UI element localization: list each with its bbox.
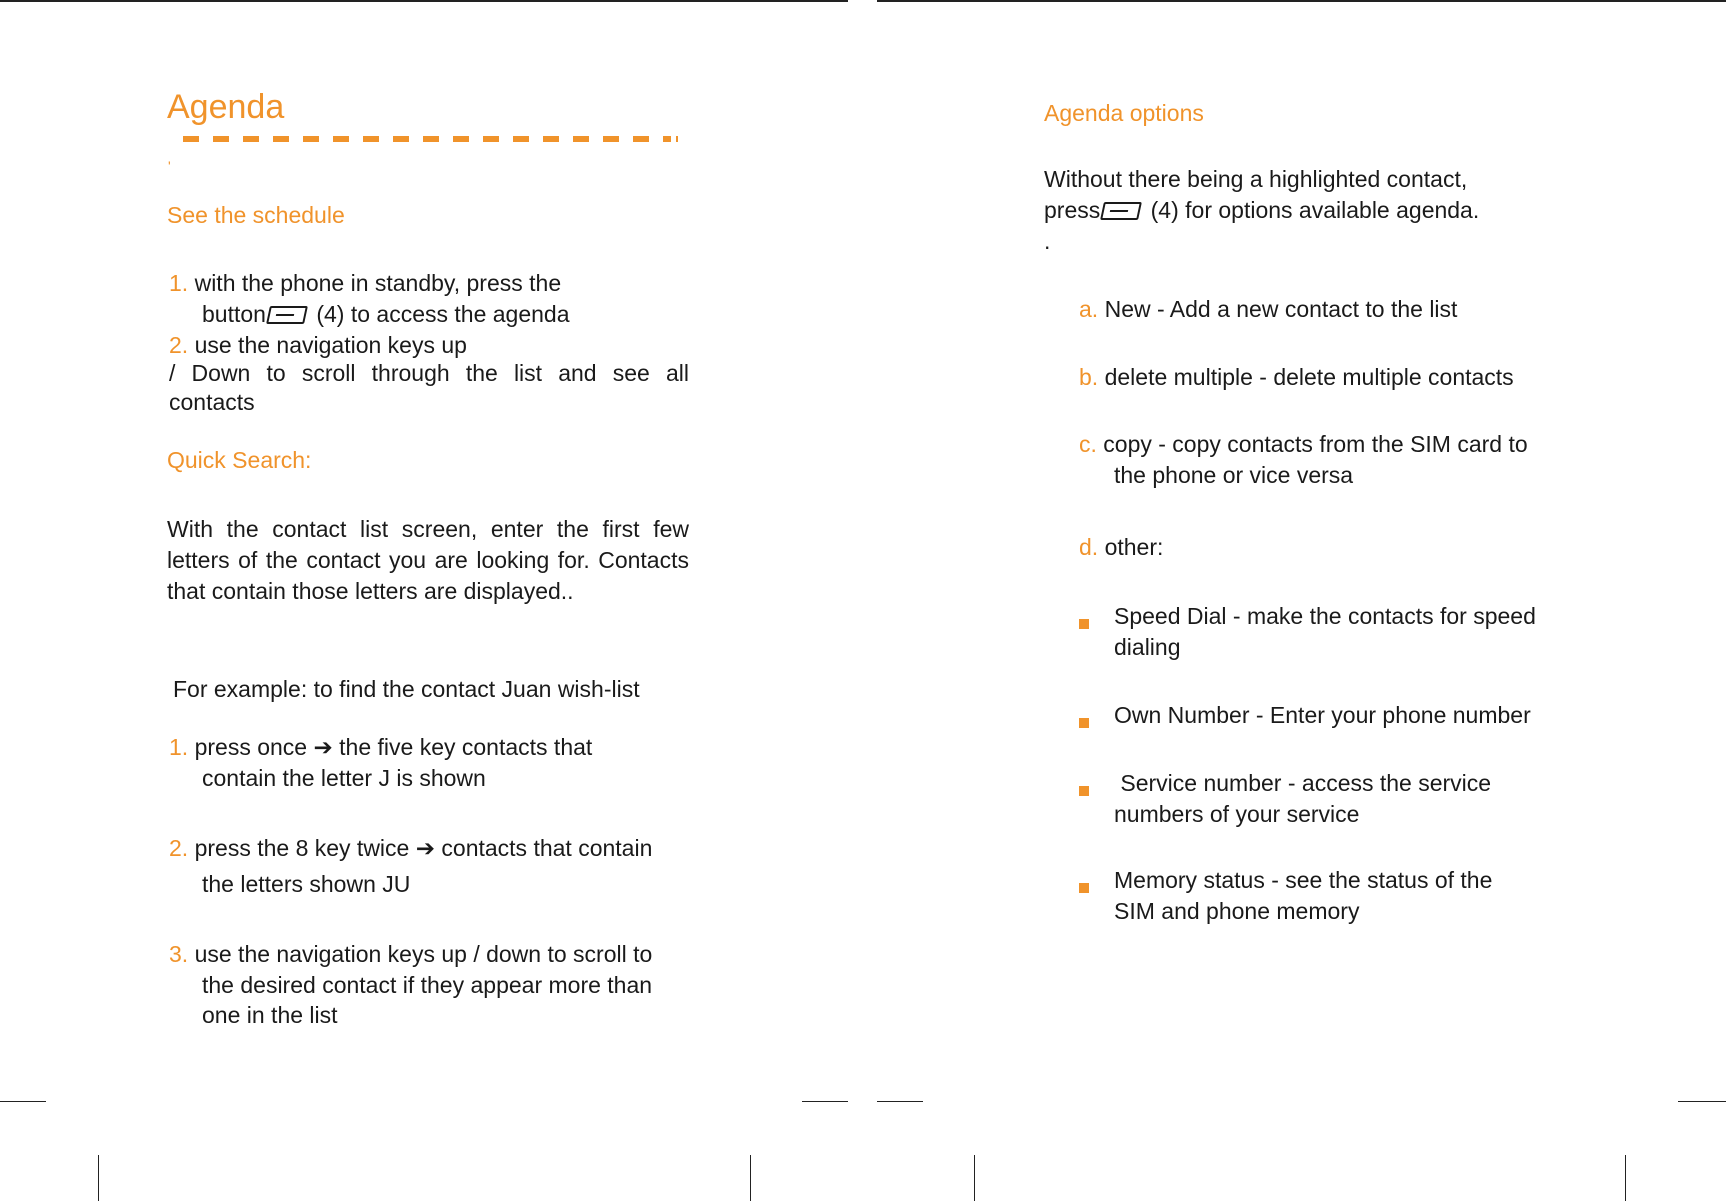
step-number: 1. — [169, 270, 189, 296]
quick-search-paragraph: With the contact list screen, enter the first few letters of the contact you are looking for. Contacts that contain those letters are displayed.. — [167, 516, 689, 604]
see-schedule-heading: See the schedule — [167, 202, 345, 228]
sub-option-speed-dial-line-2: dialing — [1114, 634, 1181, 660]
tick-mark: ' — [168, 158, 171, 174]
example-line: For example: to find the contact Juan wish-list — [173, 676, 640, 702]
option-marker: a. — [1079, 296, 1099, 322]
square-bullet-icon — [1079, 883, 1089, 893]
crop-mark — [98, 1155, 99, 1201]
schedule-step-1 — [169, 268, 689, 299]
intro-line-2 — [1044, 195, 1584, 226]
option-marker: c. — [1079, 431, 1097, 457]
option-other — [1079, 532, 1599, 563]
step-number: 2. — [169, 835, 189, 861]
intro-text: (4) for options available agenda. — [1144, 197, 1480, 223]
arrow-right-icon: ➔ — [313, 734, 333, 760]
sub-option-memory-status-line-2: SIM and phone memory — [1114, 898, 1360, 924]
option-delete-multiple — [1079, 362, 1599, 393]
search-step-2 — [169, 833, 709, 864]
crop-mark — [0, 1101, 46, 1102]
option-text: other: — [1104, 534, 1164, 560]
crop-mark — [750, 1155, 751, 1201]
crop-mark — [802, 1101, 848, 1102]
search-step-1 — [169, 732, 709, 763]
step-text: button — [202, 301, 266, 327]
schedule-step-2-continued: / Down to scroll through the list and see all contacts — [169, 360, 689, 415]
step-number: 1. — [169, 734, 189, 760]
sub-option-service-number: Service number - access the service — [1114, 770, 1492, 796]
option-text: delete multiple - delete multiple contacts — [1104, 364, 1514, 390]
square-bullet-icon — [1079, 718, 1089, 728]
option-text: New - Add a new contact to the list — [1104, 296, 1458, 322]
search-step-3-line-3: one in the list — [202, 1002, 338, 1028]
option-copy-line-2: the phone or vice versa — [1114, 462, 1354, 488]
crop-mark — [1678, 1101, 1726, 1102]
arrow-right-icon: ➔ — [415, 835, 436, 861]
crop-mark — [877, 1101, 923, 1102]
option-copy — [1079, 429, 1599, 460]
dash-end-mark — [676, 136, 678, 142]
intro-text: press — [1044, 197, 1101, 223]
step-text: the five key contacts that — [332, 734, 593, 760]
title-dash-rule — [183, 136, 671, 142]
right-page — [863, 0, 1726, 1201]
square-bullet-icon — [1079, 619, 1089, 629]
step-text: press once — [194, 734, 314, 760]
intro-line-1: Without there being a highlighted contact, — [1044, 166, 1468, 192]
search-step-1-line-2: contain the letter J is shown — [202, 765, 486, 791]
step-text: (4) to access the agenda — [309, 301, 570, 327]
step-text: use the navigation keys up / down to scroll to — [194, 941, 653, 967]
step-text: with the phone in standby, press the — [194, 270, 562, 296]
square-bullet-icon — [1079, 786, 1089, 796]
search-step-3 — [169, 939, 709, 970]
schedule-step-1-line-2 — [202, 299, 702, 330]
step-number: 3. — [169, 941, 189, 967]
search-step-2-line-2: the letters shown JU — [202, 871, 411, 897]
step-number: 2. — [169, 332, 189, 358]
sub-option-service-number-line-2: numbers of your service — [1114, 801, 1360, 827]
crop-mark — [974, 1155, 975, 1201]
quick-search-heading: Quick Search: — [167, 447, 312, 473]
sub-option-own-number: Own Number - Enter your phone number — [1114, 702, 1531, 728]
softkey-icon — [266, 306, 308, 324]
softkey-icon — [1100, 202, 1142, 220]
sub-option-memory-status: Memory status - see the status of the — [1114, 867, 1493, 893]
option-marker: d. — [1079, 534, 1099, 560]
option-new — [1079, 294, 1599, 325]
top-rule — [877, 0, 1726, 2]
search-step-3-line-2: the desired contact if they appear more than — [202, 972, 653, 998]
sub-option-speed-dial: Speed Dial - make the contacts for speed — [1114, 603, 1536, 629]
intro-dot: . — [1044, 228, 1051, 254]
crop-mark — [1625, 1155, 1626, 1201]
option-marker: b. — [1079, 364, 1099, 390]
top-rule — [0, 0, 848, 2]
step-text: use the navigation keys up — [194, 332, 467, 358]
step-text: press the 8 key twice — [194, 835, 416, 861]
option-text: copy - copy contacts from the SIM card to — [1103, 431, 1528, 457]
schedule-step-2 — [169, 330, 689, 361]
agenda-options-heading: Agenda options — [1044, 100, 1204, 126]
step-text: contacts that contain — [435, 835, 653, 861]
page-title: Agenda — [167, 88, 285, 126]
